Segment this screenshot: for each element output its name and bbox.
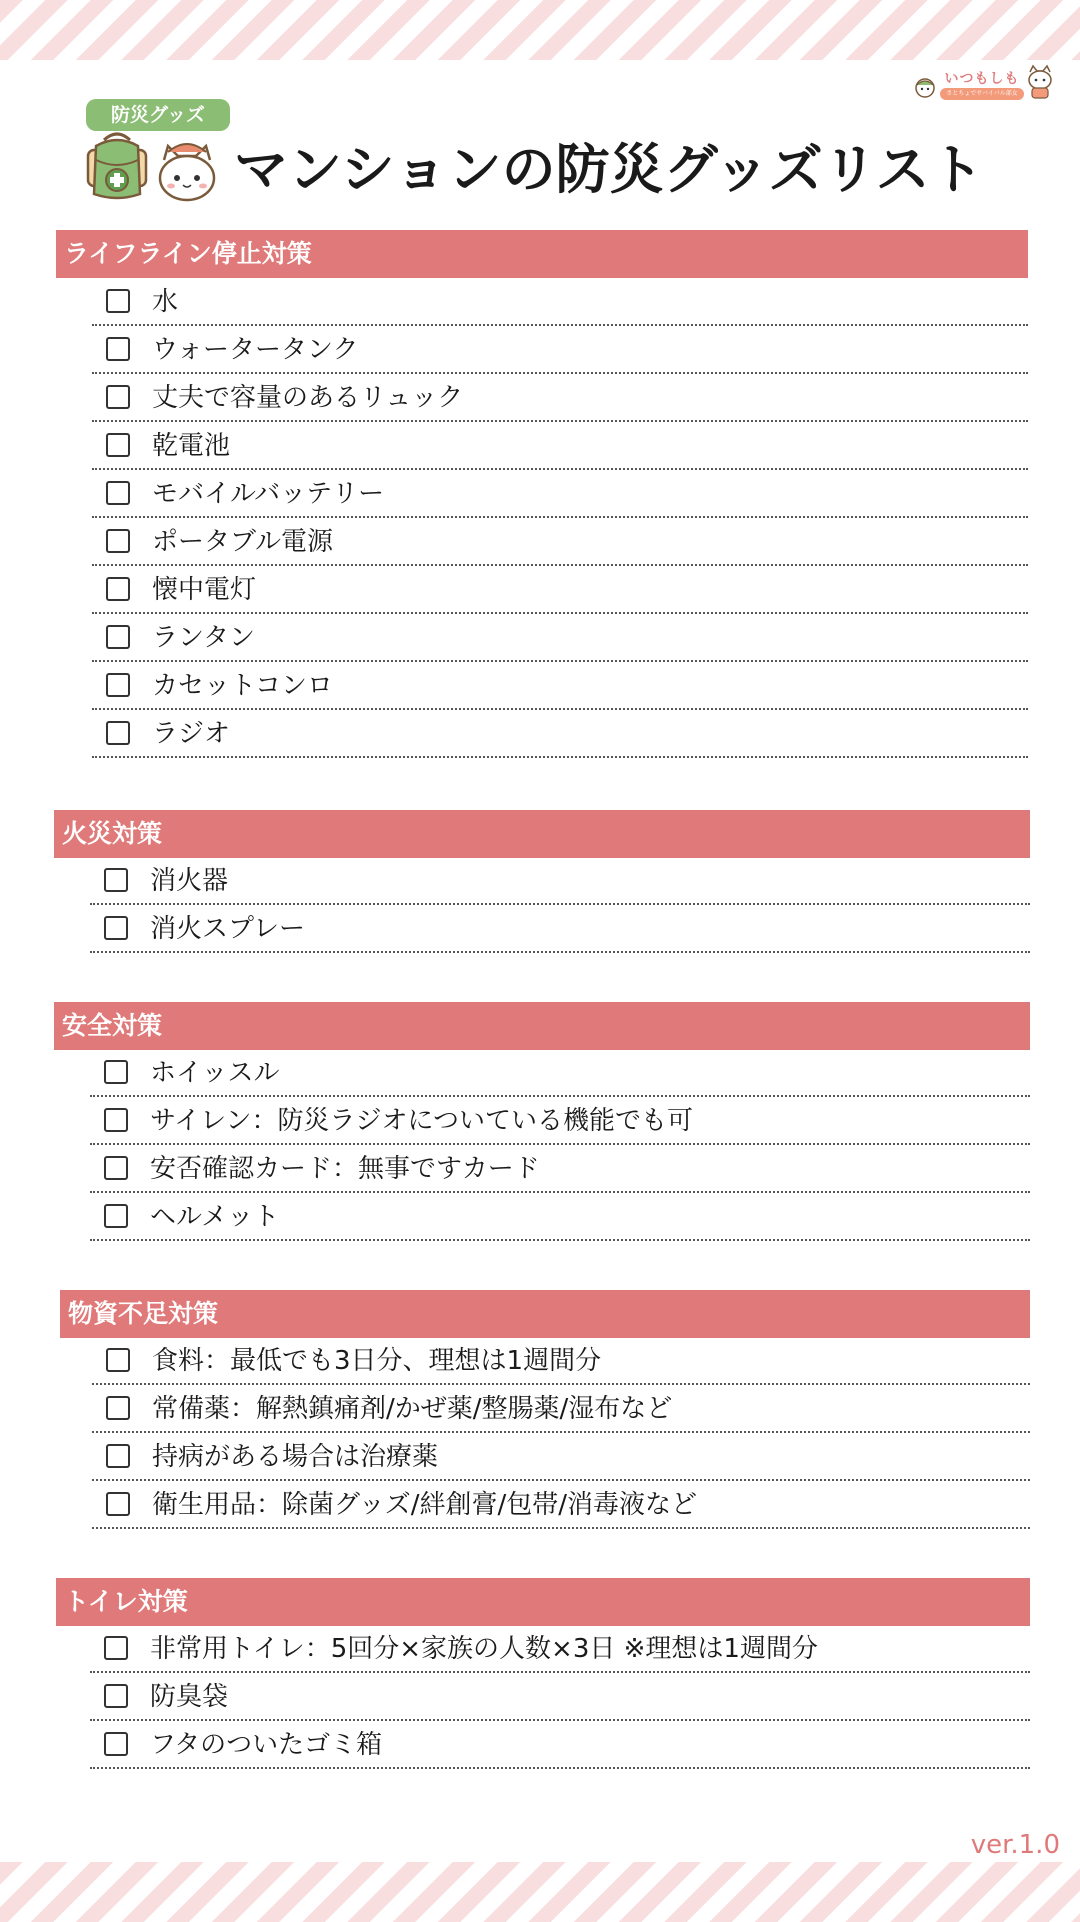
item-label: 防臭袋: [150, 1682, 229, 1712]
section-header-safety: 安全対策: [54, 1002, 1030, 1050]
checkbox[interactable]: [104, 1684, 128, 1708]
checkbox[interactable]: [106, 481, 130, 505]
item-label: 衛生用品：除菌グッズ/絆創膏/包帯/消毒液など: [152, 1490, 697, 1520]
item-label: 安否確認カード：無事ですカード: [150, 1154, 540, 1184]
cat-mascot-icon: [1024, 64, 1056, 100]
checkbox[interactable]: [106, 577, 130, 601]
checkbox[interactable]: [106, 673, 130, 697]
item-label: 持病がある場合は治療薬: [152, 1442, 439, 1472]
version-label: ver.1.0: [970, 1830, 1060, 1860]
section-header-supplies: 物資不足対策: [60, 1290, 1030, 1338]
checklist-item[interactable]: [90, 1098, 1030, 1145]
item-label: 乾電池: [152, 431, 231, 461]
checkbox[interactable]: [104, 1156, 128, 1180]
checklist-item[interactable]: [92, 567, 1028, 614]
logo-wordmark: いつもしも: [944, 71, 1020, 87]
checkbox[interactable]: [106, 289, 130, 313]
checkbox[interactable]: [106, 1492, 130, 1516]
page-title: マンションの防災グッズリスト: [234, 138, 984, 201]
item-label: 食料：最低でも3日分、理想は1週間分: [152, 1346, 602, 1376]
checkbox[interactable]: [106, 1444, 130, 1468]
checklist-item[interactable]: [92, 711, 1028, 758]
checklist-item[interactable]: [92, 1434, 1030, 1481]
item-label: モバイルバッテリー: [152, 479, 385, 509]
item-label: 懐中電灯: [152, 575, 257, 605]
cat-mascot-icon: [160, 144, 214, 200]
item-label: ランタン: [152, 623, 255, 653]
category-tag: 防災グッズ: [86, 99, 230, 131]
item-label: 消火器: [150, 866, 229, 896]
checklist-item[interactable]: [92, 423, 1028, 470]
checklist-item[interactable]: [92, 663, 1028, 710]
checklist-item[interactable]: [92, 615, 1028, 662]
checklist-item[interactable]: [92, 471, 1028, 518]
checklist-item[interactable]: [92, 327, 1028, 374]
checkbox[interactable]: [106, 385, 130, 409]
item-label: ラジオ: [152, 719, 231, 749]
checklist-item[interactable]: [92, 1482, 1030, 1529]
item-label: ヘルメット: [150, 1202, 280, 1232]
checklist-item[interactable]: [90, 1146, 1030, 1193]
item-label: ポータブル電源: [152, 527, 333, 557]
mascot-small-icon: [912, 76, 938, 102]
checkbox[interactable]: [104, 1732, 128, 1756]
checkbox[interactable]: [106, 1348, 130, 1372]
item-label: フタのついたゴミ箱: [150, 1730, 383, 1760]
item-label: ホイッスル: [150, 1058, 280, 1088]
checkbox[interactable]: [106, 625, 130, 649]
item-label: 非常用トイレ：5回分×家族の人数×3日 ※理想は1週間分: [150, 1634, 818, 1664]
item-label: カセットコンロ: [152, 671, 333, 701]
item-label: ウォータータンク: [152, 335, 359, 365]
checklist-item[interactable]: [90, 1626, 1030, 1673]
checkbox[interactable]: [104, 1108, 128, 1132]
section-header-toilet: トイレ対策: [56, 1578, 1030, 1626]
section-header-lifeline: ライフライン停止対策: [56, 230, 1028, 278]
checkbox[interactable]: [106, 529, 130, 553]
checklist-item[interactable]: [92, 279, 1028, 326]
logo-tagline: さとちょでサバイバル部女: [940, 88, 1024, 100]
checklist-item[interactable]: [92, 1338, 1030, 1385]
checklist-item[interactable]: [90, 1674, 1030, 1721]
checkbox[interactable]: [104, 1636, 128, 1660]
checklist-item[interactable]: [90, 858, 1030, 905]
item-label: 消火スプレー: [150, 914, 305, 944]
top-stripe-decoration: [0, 0, 1080, 60]
checkbox[interactable]: [106, 337, 130, 361]
backpack-and-cat-illustration: [82, 130, 232, 205]
brand-logo[interactable]: [912, 62, 1060, 108]
item-label: サイレン：防災ラジオについている機能でも可: [150, 1106, 694, 1136]
checklist-item[interactable]: [90, 1050, 1030, 1097]
checkbox[interactable]: [106, 1396, 130, 1420]
checkbox[interactable]: [106, 721, 130, 745]
item-label: 水: [152, 287, 179, 317]
checklist-item[interactable]: [92, 1386, 1030, 1433]
checklist-item[interactable]: [90, 1722, 1030, 1769]
bottom-stripe-decoration: [0, 1862, 1080, 1922]
checklist-item[interactable]: [90, 1194, 1030, 1241]
checkbox[interactable]: [106, 433, 130, 457]
checkbox[interactable]: [104, 1204, 128, 1228]
backpack-icon: [88, 134, 146, 198]
checklist-item[interactable]: [92, 519, 1028, 566]
checklist-item[interactable]: [90, 906, 1030, 953]
checklist-item[interactable]: [92, 375, 1028, 422]
checkbox[interactable]: [104, 1060, 128, 1084]
section-header-fire: 火災対策: [54, 810, 1030, 858]
checkbox[interactable]: [104, 868, 128, 892]
item-label: 丈夫で容量のあるリュック: [152, 383, 464, 413]
item-label: 常備薬：解熱鎮痛剤/かぜ薬/整腸薬/湿布など: [152, 1394, 673, 1424]
checkbox[interactable]: [104, 916, 128, 940]
